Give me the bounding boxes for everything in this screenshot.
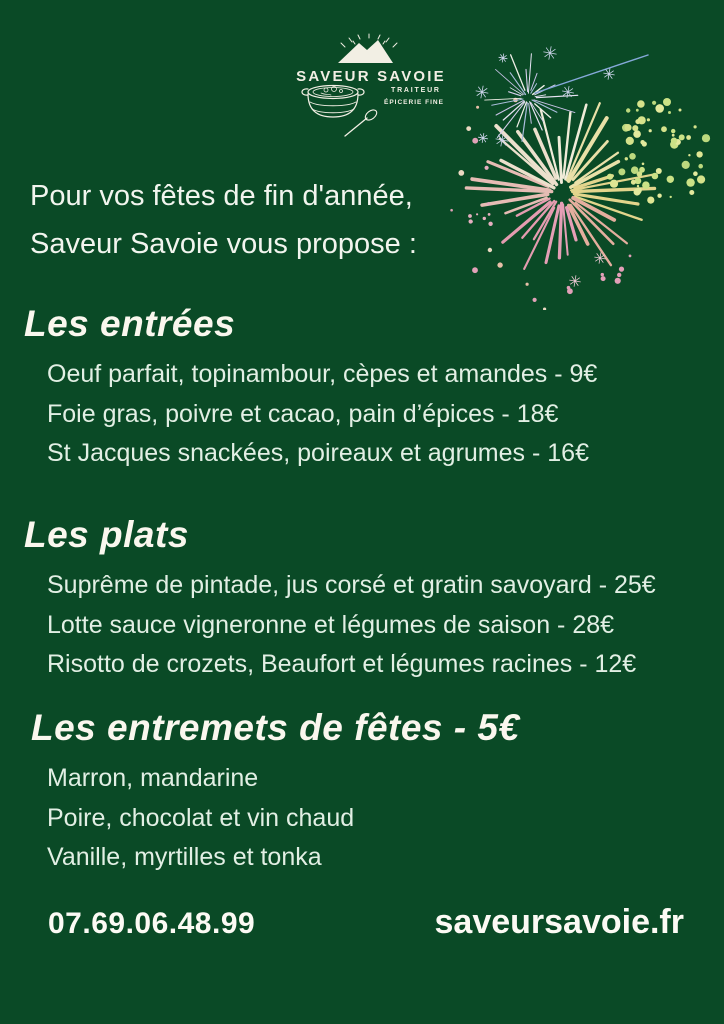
brand-tagline-epicerie: ÉPICERIE FINE bbox=[384, 99, 444, 106]
menu-item: Foie gras, poivre et cacao, pain d’épices - 18€ bbox=[47, 399, 559, 428]
intro-line-2: Saveur Savoie vous propose : bbox=[30, 228, 417, 260]
menu-item: Vanille, myrtilles et tonka bbox=[47, 843, 322, 871]
menu-item-list bbox=[24, 355, 597, 474]
menu-item: Risotto de crozets, Beaufort et légumes racines - 12€ bbox=[47, 650, 637, 678]
menu-item: Lotte sauce vigneronne et légumes de saison - 28€ bbox=[47, 610, 615, 639]
menu-item: Suprême de pintade, jus corsé et gratin savoyard - 25€ bbox=[47, 571, 656, 599]
section-entrees bbox=[24, 301, 597, 474]
intro-text bbox=[30, 172, 417, 268]
website-url: saveursavoie.fr bbox=[434, 903, 684, 941]
section-entremets bbox=[31, 705, 520, 878]
section-title-entremets: Les entremets de fêtes - 5€ bbox=[31, 707, 520, 748]
menu-item: Poire, chocolat et vin chaud bbox=[47, 803, 355, 832]
menu-item: St Jacques snackées, poireaux et agrumes - 16€ bbox=[47, 439, 589, 467]
fireworks-decoration bbox=[420, 0, 724, 310]
menu-item-list bbox=[31, 759, 520, 878]
mountain-rays-icon bbox=[341, 34, 397, 47]
soup-pot-icon bbox=[302, 86, 364, 118]
brand-name: SAVEUR SAVOIE bbox=[296, 68, 446, 85]
phone-number: 07.69.06.48.99 bbox=[48, 907, 256, 940]
brand-tagline-traiteur: TRAITEUR bbox=[391, 87, 441, 94]
menu-item: Marron, mandarine bbox=[47, 764, 259, 792]
section-title-entrees: Les entrées bbox=[24, 303, 236, 344]
menu-item-list bbox=[24, 566, 656, 685]
section-title-plats: Les plats bbox=[24, 514, 189, 555]
mountains-icon bbox=[338, 40, 393, 63]
section-plats bbox=[24, 512, 656, 685]
menu-item: Oeuf parfait, topinambour, cèpes et amandes - 9€ bbox=[47, 360, 598, 388]
brand-logo bbox=[283, 33, 453, 148]
intro-line-1: Pour vos fêtes de fin d'année, bbox=[30, 180, 413, 212]
